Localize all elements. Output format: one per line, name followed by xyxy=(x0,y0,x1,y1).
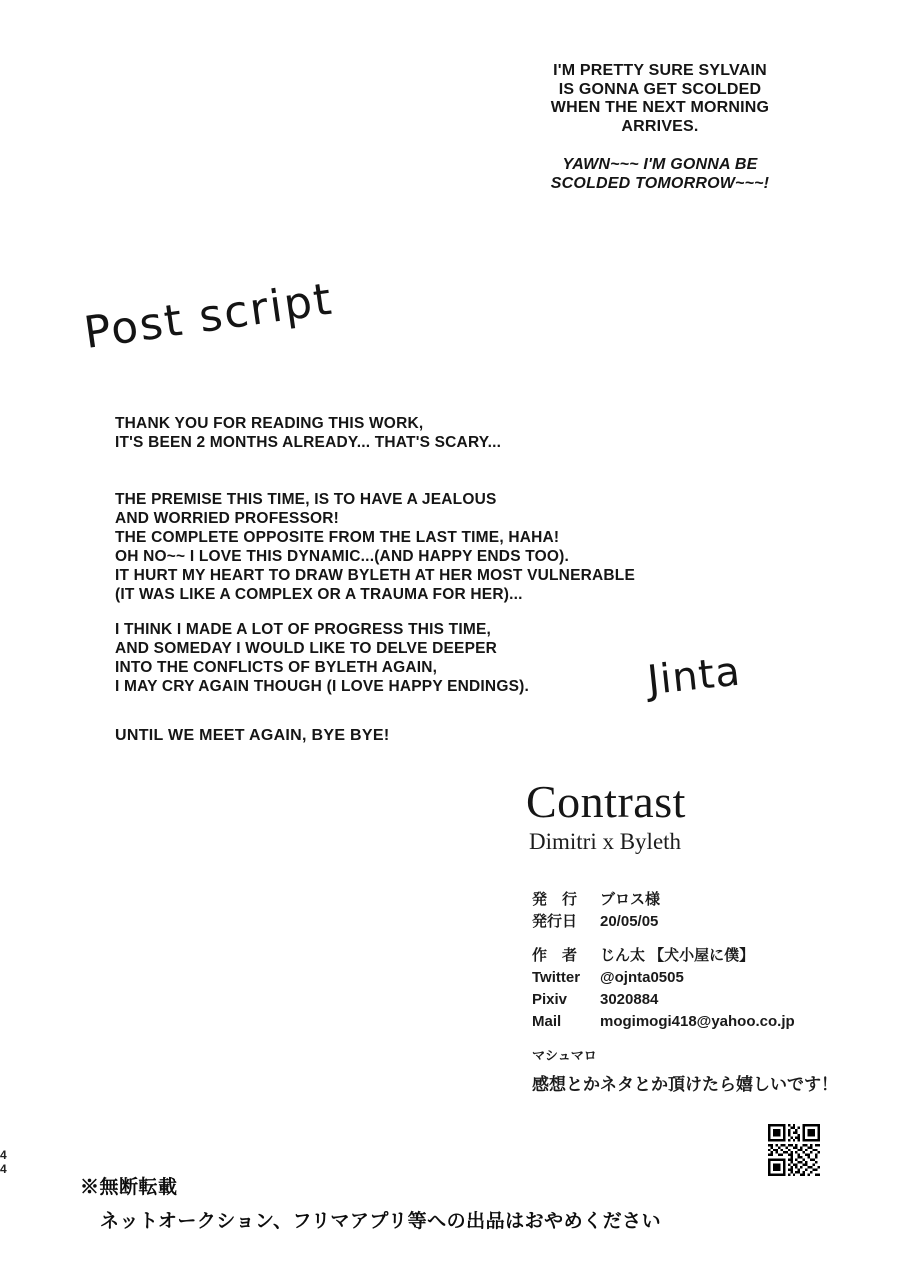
narration-line: ARRIVES. xyxy=(621,117,699,135)
colophon-row-publish-date xyxy=(532,913,795,930)
postscript-handwritten-title: Post script xyxy=(80,273,337,359)
colophon-label: 作 者 xyxy=(532,947,578,964)
postscript-paragraph-3 xyxy=(115,620,529,696)
page-number-digit: 4 xyxy=(0,1162,7,1176)
yawn-line: SCOLDED TOMORROW~~~! xyxy=(550,174,770,192)
colophon-info-block xyxy=(532,891,795,1035)
qr-code-icon xyxy=(768,1124,820,1176)
colophon-label: 発 行 xyxy=(532,891,578,908)
colophon-row-pixiv xyxy=(532,991,795,1008)
colophon-row-mail xyxy=(532,1013,795,1030)
marshmallow-label: マシュマロ xyxy=(532,1048,597,1063)
text-line: IT HURT MY HEART TO DRAW BYLETH AT HER MOST VULNERABLE xyxy=(115,567,635,584)
colophon-row-publisher xyxy=(532,891,795,908)
colophon-value: 3020884 xyxy=(600,991,659,1008)
colophon-value: mogimogi418@yahoo.co.jp xyxy=(600,1013,795,1030)
text-line: OH NO~~ I LOVE THIS DYNAMIC...(AND HAPPY ENDS TOO). xyxy=(115,548,570,565)
narration-text-block xyxy=(500,62,820,136)
colophon-value: 20/05/05 xyxy=(600,913,659,930)
colophon-label: Pixiv xyxy=(532,991,568,1008)
colophon-label: Mail xyxy=(532,1013,562,1030)
book-pairing-subtitle: Dimitri x Byleth xyxy=(529,829,682,854)
narration-line: IS GONNA GET SCOLDED xyxy=(558,80,762,98)
text-line: IT'S BEEN 2 MONTHS ALREADY... THAT'S SCARY... xyxy=(115,434,502,451)
page-number-digit: 4 xyxy=(0,1148,7,1162)
yawn-speech-text xyxy=(490,156,830,193)
narration-line: I'M PRETTY SURE SYLVAIN xyxy=(553,62,767,79)
book-title: Contrast xyxy=(526,776,686,827)
text-line: INTO THE CONFLICTS OF BYLETH AGAIN, xyxy=(115,659,438,676)
colophon-row-author xyxy=(532,947,795,964)
marshmallow-note xyxy=(532,1045,838,1095)
author-signature: Jinta xyxy=(645,648,743,704)
marshmallow-message: 感想とかネタとか頂けたら嬉しいです！ xyxy=(532,1075,838,1094)
text-line: AND SOMEDAY I WOULD LIKE TO DELVE DEEPER xyxy=(115,640,498,657)
postscript-closing-line: UNTIL WE MEET AGAIN, BYE BYE! xyxy=(115,727,390,744)
text-line: THE COMPLETE OPPOSITE FROM THE LAST TIME, HAHA! xyxy=(115,529,560,546)
colophon-value: じん太 【犬小屋に僕】 xyxy=(600,947,755,964)
postscript-paragraph-1 xyxy=(115,414,501,452)
text-line: THANK YOU FOR READING THIS WORK, xyxy=(115,415,424,432)
text-line: (IT WAS LIKE A COMPLEX OR A TRAUMA FOR HER)... xyxy=(115,586,523,603)
notice-line-no-reprint: ※無断転載 xyxy=(80,1177,178,1198)
narration-line: WHEN THE NEXT MORNING xyxy=(550,99,770,116)
colophon-row-twitter xyxy=(532,969,795,986)
text-line: AND WORRIED PROFESSOR! xyxy=(115,510,339,527)
colophon-value: ブロス様 xyxy=(600,891,661,908)
postscript-paragraph-2 xyxy=(115,490,635,604)
notice-line-no-resale: ネットオークション、フリマアプリ等への出品はおやめください xyxy=(100,1211,662,1232)
yawn-line: YAWN~~~ I'M GONNA BE xyxy=(562,156,758,173)
text-line: I THINK I MADE A LOT OF PROGRESS THIS TIME, xyxy=(115,621,492,638)
text-line: THE PREMISE THIS TIME, IS TO HAVE A JEALOUS xyxy=(115,491,497,508)
page-number xyxy=(0,1148,12,1176)
text-line: I MAY CRY AGAIN THOUGH (I LOVE HAPPY ENDINGS). xyxy=(115,678,529,695)
colophon-label: Twitter xyxy=(532,969,581,986)
colophon-label: 発行日 xyxy=(532,913,578,930)
colophon-value: @ojnta0505 xyxy=(600,969,684,986)
copyright-notice xyxy=(80,1172,661,1233)
